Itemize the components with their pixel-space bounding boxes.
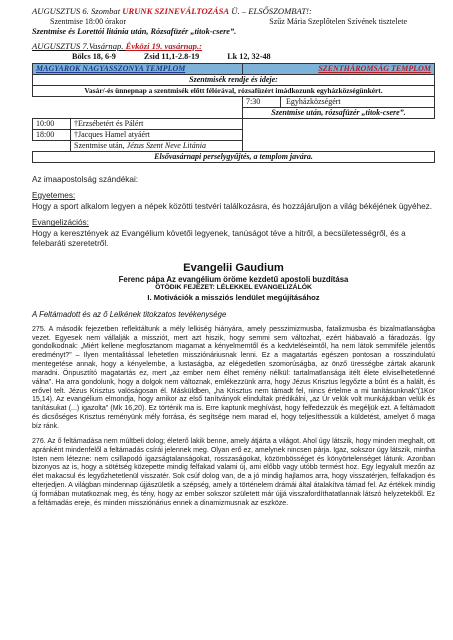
general-intention-label: Egyetemes:: [32, 191, 76, 201]
church-a-time-2: 18:00: [33, 129, 71, 140]
church-a-after-row: [33, 140, 435, 151]
church-a-intent-2: †Jacques Hamel atyáért: [71, 129, 243, 140]
paragraph-276: 276. Az ő feltámadása nem múltbeli dolog; életerő lakik benne, amely átjárta a világot. Ahol úgy látszik, hogy minden meghalt, ott apránként mindenfelől a feltámadás csírái jelennek meg. Olyan erő ez, amelynek nincsen párja. Igaz, sokszor úgy látszik, mintha Isten nem létezne: nem csillapodó igazságtalanságokat, rosszaságokat, közömbösséget és könyörtelenséget látunk. Azonban bizonyos az is, hogy a sötétség közepette mindig felfakad valami új, ami előbb vagy utóbb termést hoz. Egy legyalult mezőn az élet makacsul és legyőzhetetlenül visszatér. Sok csúf dolog van, de a jó mindig hajlamos arra, hogy visszatérjen, felfakadjon és elterjedjen. A világban mindennap újjászületik a szépség, amely a történelem drámái által átalakítva támad fel. Az értékek mindig új formában mutatkoznak meg, és tény, hogy az ember sokszor született már újjá visszafordíthatatlannak látszó helyzetekből. Ez a feltámadás ereje, és minden missziónárius ennek a dinamizmusnak az eszköze.: [32, 437, 435, 507]
feast-name: URUNK SZINEVÁLTOZÁSA: [122, 6, 230, 16]
church-b-mass: [243, 96, 435, 107]
collection-note: Elsővasárnapi perselygyűjtés, a templom javára.: [33, 151, 435, 162]
evangelii-gaudium-title: Evangelii Gaudium: [183, 262, 284, 275]
general-intention-text: Hogy a sport alkalom legyen a népek közötti testvéri találkozásra, és hozzájáruljon a világ békéjének ügyéhez.: [32, 201, 433, 211]
collection-row: [33, 151, 435, 162]
saturday-after-mass: Szentmise és Lorettói litánia után, Rózsafüzér „titok-csere”.: [32, 26, 237, 36]
saturday-mass-time: Szentmise 18:00 órakor: [50, 16, 126, 26]
section-heading: I. Motivációk a missziós lendület megújításához: [147, 292, 320, 302]
schedule-title: Szentmisék rendje és ideje:: [33, 74, 435, 85]
reading-1: Bölcs 18, 6-9: [72, 51, 116, 61]
church-header-row: [33, 63, 435, 74]
church-a-time-1: 10:00: [33, 118, 71, 129]
prayer-intro: Az imaapostolság szándékai:: [32, 174, 139, 184]
church-b-time: 7:30: [243, 97, 281, 107]
church-a-after-text: Szentmise után,: [74, 140, 127, 150]
schedule-note-row: [33, 85, 435, 96]
evangelization-text: Hogy a keresztények az Evangélium követői legyenek, tanúságot téve a hitről, a becsületességről, és a felebaráti szeretetről.: [32, 228, 406, 249]
subsection-heading: A Feltámadott és az ő Lelkének titokzatos tevékenysége: [32, 310, 227, 320]
saturday-devotion: Szűz Mária Szeplőtelen Szívének tisztelete: [269, 16, 407, 26]
sunday-liturgical-name: Évközi 19. vasárnap.:: [125, 41, 202, 51]
mass-schedule-table: [32, 63, 435, 163]
chapter-heading: ÖTÖDIK FEJEZET: LÉLEKKEL EVANGELIZÁLÓK: [155, 284, 312, 292]
saturday-header: [32, 6, 435, 17]
saturday-title: AUGUSZTUS 6. Szombat: [32, 6, 123, 16]
schedule-note: Vasár/-és ünnepnap a szentmisék előtt félórával, rózsafüzért imádkozunk egyházközségünkért.: [33, 85, 435, 96]
saturday-suffix: Ü. – ELSŐSZOMBAT!:: [229, 6, 312, 16]
reading-3: Lk 12, 32-48: [227, 51, 271, 61]
sunday-title: AUGUSZTUS 7.Vasárnap.: [32, 41, 126, 51]
church-a-after: [71, 140, 243, 151]
church-b-after-row: [33, 107, 435, 118]
schedule-title-row: [33, 74, 435, 85]
sunday-readings: [32, 52, 435, 62]
paragraph-275: 275. A második fejezetben reflektáltunk a mély lelkiség hiányára, amely pesszimizmusba, fatalizmusba és bizalmatlanságba vezet. Egyesek nem vállalják a missziót, mert azt hiszik, hogy semmi sem változhat, ezért hiábavaló a fáradozás. Így gondolkodnak: „Miért kellene megfosztanom magamat a kényelmemtől és a kedvteléseimtől, ha nem látok semmiféle jelentős eredményt?” – Ilyen mentalitással lehetetlen missziónáriusnak lenni. Ez a magatartás egészen pontosan a rosszindulatú mentegetése annak, hogy a kényelembe, a lustaságba, az elégedetlen szomorúságba, az önző ürességbe zártak akarunk maradni. Önpusztító magatartás ez, mert „az ember nem élhet remény nélkül: tartalmatlansága itélt élete elviselhetetlenné válna”. Ha arra gondolunk, hogy a dolgok nem változnak, emlékezzünk arra, hogy Jézus Krisztus legyőzte a bűnt és a halált, és erővel telt. Jézus Krisztus valóságosan él. Másküldben, „ha Krisztus nem támadt fel, nincs értelme a mi tanításunknak”(1Kor 15,14). Az evangélium elmondja, hogy amikor az első tanítványok elindultak prédikálni, „az Úr velük volt munkájukban velük és tanításukat (...) igazolta” (Mk 16,20). Ez történik ma is. Erre kaptunk meghívást, hogy felfedezzük és megéljük ezt. A feltámadott és dicsőséges Krisztus reményünk mély forrása, és segítsége nem marad el, hogy teljesíthessük a küldetést, amelyet ő maga bíz ránk.: [32, 325, 435, 430]
evangelii-gaudium-subtitle: Ferenc pápa Az evangélium öröme kezdetű apostoli buzdítása: [118, 275, 349, 285]
reading-2: Zsid 11,1-2.8-19: [143, 51, 200, 61]
evangelization-label: Evangelizációs:: [32, 218, 89, 228]
church-a-mass-row: [33, 129, 435, 140]
church-b-after: Szentmise után, rózsafüzér „titok-csere”.: [243, 107, 435, 118]
church-b-mass-row: [33, 96, 435, 107]
sunday-header: [32, 41, 435, 52]
church-a-mass-row: [33, 118, 435, 129]
church-b-intent: Egyházközségért: [286, 96, 341, 106]
church-a-intent-1: †Erzsébetért és Pálért: [71, 118, 243, 129]
church-b-name: SZENTHÁROMSÁG TEMPLOM: [243, 63, 435, 74]
church-a-name: MAGYAROK NAGYASSZONYA TEMPLOM: [33, 63, 243, 74]
saturday-mass-line: [32, 17, 435, 27]
church-a-litany: Jézus Szent Neve Litánia: [126, 140, 206, 150]
